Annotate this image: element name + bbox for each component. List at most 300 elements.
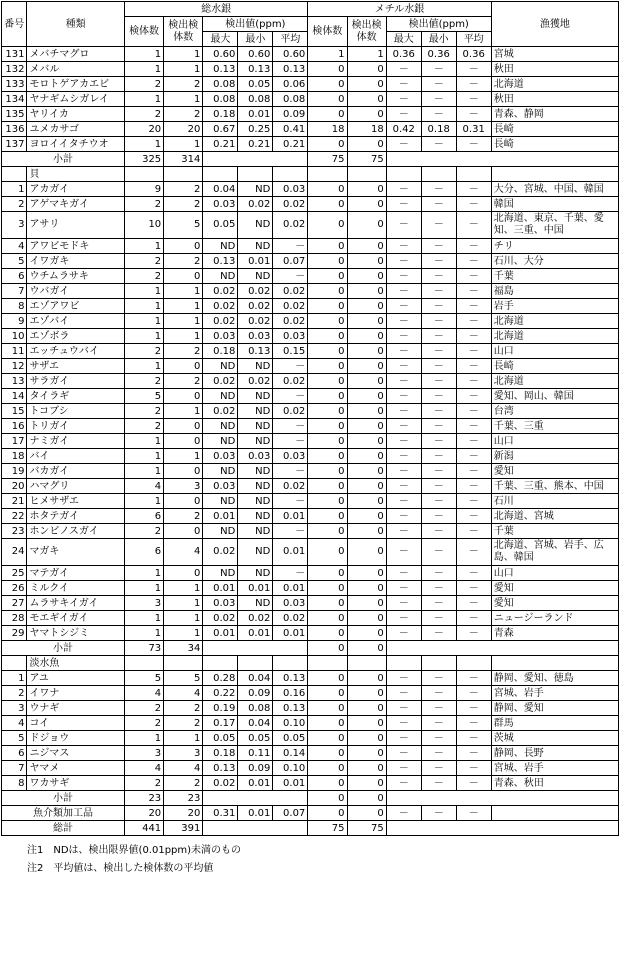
subtotal-detected: 34: [164, 641, 203, 656]
total-row: [2, 821, 619, 836]
table-cell: 0: [308, 524, 347, 539]
table-cell: －: [386, 449, 421, 464]
table-cell: －: [421, 212, 456, 239]
table-cell: －: [456, 284, 491, 299]
table-cell: 0.05: [203, 212, 238, 239]
section-blank-cell: [164, 167, 203, 182]
table-cell: 5: [164, 671, 203, 686]
table-cell: 1: [164, 731, 203, 746]
table-cell: 0.13: [238, 62, 273, 77]
table-cell: －: [456, 449, 491, 464]
table-cell: 3: [164, 746, 203, 761]
table-cell: 北海道、東京、千葉、愛知、三重、中国: [491, 212, 618, 239]
table-cell: ND: [203, 239, 238, 254]
table-cell: 0: [308, 671, 347, 686]
table-cell: －: [386, 524, 421, 539]
table-cell: 2: [124, 419, 163, 434]
table-cell: 18: [308, 122, 347, 137]
table-cell: 秋田: [491, 62, 618, 77]
table-cell: 0.04: [238, 671, 273, 686]
table-cell: 0: [347, 581, 386, 596]
table-cell: 0.03: [273, 329, 308, 344]
table-cell: －: [386, 107, 421, 122]
table-cell: －: [456, 539, 491, 566]
table-cell: 北海道: [491, 374, 618, 389]
table-cell: ND: [238, 494, 273, 509]
table-cell: 27: [2, 596, 27, 611]
table-cell: 1: [164, 611, 203, 626]
table-cell: －: [456, 212, 491, 239]
subtotal-row: [2, 791, 619, 806]
table-cell: ユメカサゴ: [27, 122, 125, 137]
table-cell: 0.22: [203, 686, 238, 701]
table-cell: ウチムラサキ: [27, 269, 125, 284]
table-cell: －: [456, 671, 491, 686]
table-cell: 0: [347, 359, 386, 374]
table-cell: 茨城: [491, 731, 618, 746]
table-cell: 愛知: [491, 581, 618, 596]
table-cell: －: [273, 524, 308, 539]
table-cell: 0: [347, 611, 386, 626]
subtotal-label: 小計: [2, 641, 125, 656]
table-cell: 0: [347, 62, 386, 77]
table-cell: －: [386, 374, 421, 389]
table-row: [2, 479, 619, 494]
table-cell: ND: [238, 389, 273, 404]
table-cell: 0.01: [273, 581, 308, 596]
header-methyl-hg: メチル水銀: [308, 2, 491, 17]
table-cell: ニジマス: [27, 746, 125, 761]
table-cell: 0: [308, 284, 347, 299]
table-cell: －: [386, 404, 421, 419]
total-samples: 441: [124, 821, 163, 836]
table-cell: バカガイ: [27, 464, 125, 479]
table-cell: 5: [2, 731, 27, 746]
table-cell: ND: [238, 239, 273, 254]
table-cell: －: [386, 314, 421, 329]
table-cell: 0.13: [203, 62, 238, 77]
table-cell: －: [456, 92, 491, 107]
table-cell: ND: [238, 419, 273, 434]
table-cell: 0: [308, 566, 347, 581]
table-cell: 1: [124, 239, 163, 254]
section-title: 貝: [27, 167, 125, 182]
section-blank-cell: [273, 167, 308, 182]
section-blank-cell: [238, 167, 273, 182]
table-cell: 2: [124, 344, 163, 359]
table-cell: ナミガイ: [27, 434, 125, 449]
table-cell: 0.21: [203, 137, 238, 152]
table-cell: 23: [2, 524, 27, 539]
table-cell: 1: [164, 62, 203, 77]
table-cell: －: [456, 746, 491, 761]
table-cell: －: [456, 716, 491, 731]
table-cell: 0.02: [273, 299, 308, 314]
table-cell: －: [386, 329, 421, 344]
table-cell: －: [456, 389, 491, 404]
table-cell: 1: [164, 626, 203, 641]
section-blank-cell: [203, 167, 238, 182]
table-cell: 0: [347, 344, 386, 359]
table-cell: －: [421, 509, 456, 524]
table-cell: －: [421, 479, 456, 494]
header-origin: 漁獲地: [491, 2, 618, 47]
table-cell: 北海道、宮城: [491, 509, 618, 524]
table-cell: －: [386, 359, 421, 374]
table-cell: －: [421, 731, 456, 746]
table-cell: 0.05: [203, 731, 238, 746]
table-cell: 0: [347, 566, 386, 581]
table-cell: －: [421, 524, 456, 539]
header-samples-methyl: 検体数: [308, 17, 347, 47]
table-cell: －: [421, 329, 456, 344]
section-blank-cell: [491, 167, 618, 182]
section-header-row: [2, 167, 619, 182]
table-cell: 0: [308, 62, 347, 77]
table-row: [2, 389, 619, 404]
table-cell: －: [421, 344, 456, 359]
table-cell: 北海道: [491, 314, 618, 329]
table-cell: イワガキ: [27, 254, 125, 269]
table-cell: 0.18: [203, 107, 238, 122]
table-cell: －: [421, 239, 456, 254]
table-cell: 0: [347, 626, 386, 641]
table-cell: 0: [308, 539, 347, 566]
table-cell: 愛知: [491, 464, 618, 479]
table-cell: －: [386, 182, 421, 197]
table-row: [2, 611, 619, 626]
table-cell: 0.02: [273, 479, 308, 494]
table-cell: 0: [308, 269, 347, 284]
table-cell: 24: [2, 539, 27, 566]
table-cell: 8: [2, 299, 27, 314]
table-cell: 20: [124, 806, 163, 821]
table-cell: 0.36: [456, 47, 491, 62]
table-row: [2, 671, 619, 686]
table-cell: 3: [2, 701, 27, 716]
table-cell: 千葉: [491, 269, 618, 284]
table-cell: －: [386, 419, 421, 434]
table-cell: 0: [308, 611, 347, 626]
processed-label: 魚介類加工品: [2, 806, 125, 821]
table-cell: －: [386, 596, 421, 611]
table-cell: 0: [347, 404, 386, 419]
table-cell: 0.08: [203, 92, 238, 107]
table-cell: －: [386, 464, 421, 479]
table-cell: 0.04: [203, 182, 238, 197]
table-cell: 7: [2, 284, 27, 299]
table-cell: 11: [2, 344, 27, 359]
table-cell: －: [456, 596, 491, 611]
table-cell: 1: [124, 47, 163, 62]
table-cell: －: [456, 611, 491, 626]
table-cell: ND: [238, 269, 273, 284]
table-cell: 1: [124, 329, 163, 344]
table-cell: 0: [347, 686, 386, 701]
table-cell: 0.03: [238, 449, 273, 464]
subtotal-samples-methyl: 75: [308, 152, 347, 167]
table-cell: 福島: [491, 284, 618, 299]
table-row: [2, 731, 619, 746]
total-label: 総計: [2, 821, 125, 836]
table-cell: 8: [2, 776, 27, 791]
table-cell: 0.13: [273, 671, 308, 686]
table-cell: －: [386, 671, 421, 686]
table-cell: 1: [164, 581, 203, 596]
table-cell: －: [386, 239, 421, 254]
table-row: [2, 566, 619, 581]
table-cell: －: [386, 509, 421, 524]
table-cell: ND: [203, 269, 238, 284]
table-cell: エゾアワビ: [27, 299, 125, 314]
table-cell: 0: [347, 731, 386, 746]
table-cell: 石川: [491, 494, 618, 509]
table-cell: 1: [124, 731, 163, 746]
table-cell: 2: [124, 269, 163, 284]
table-cell: ヤナギムシガレイ: [27, 92, 125, 107]
table-cell: 0: [347, 239, 386, 254]
table-cell: －: [421, 314, 456, 329]
table-cell: －: [421, 107, 456, 122]
table-cell: 長崎: [491, 137, 618, 152]
table-cell: ドジョウ: [27, 731, 125, 746]
section-blank-cell: [238, 656, 273, 671]
table-cell: 25: [2, 566, 27, 581]
table-cell: 韓国: [491, 197, 618, 212]
table-cell: ヤマメ: [27, 761, 125, 776]
table-cell: 0: [347, 449, 386, 464]
table-cell: 26: [2, 581, 27, 596]
table-row: [2, 212, 619, 239]
table-cell: 0.11: [238, 746, 273, 761]
table-cell: 0: [347, 509, 386, 524]
section-blank-cell: [456, 656, 491, 671]
table-cell: 0: [308, 239, 347, 254]
table-cell: －: [421, 419, 456, 434]
table-cell: －: [456, 404, 491, 419]
table-cell: －: [421, 494, 456, 509]
table-cell: 2: [124, 254, 163, 269]
table-cell: －: [421, 611, 456, 626]
table-cell: 2: [164, 77, 203, 92]
table-cell: 0.01: [203, 581, 238, 596]
table-cell: 0: [347, 716, 386, 731]
table-cell: 0.01: [238, 254, 273, 269]
table-cell: ウナギ: [27, 701, 125, 716]
table-cell: 1: [2, 671, 27, 686]
section-header-row: [2, 656, 619, 671]
table-cell: 宮城、岩手: [491, 761, 618, 776]
table-cell: 9: [124, 182, 163, 197]
table-cell: 0.08: [273, 92, 308, 107]
table-cell: 0.02: [203, 284, 238, 299]
table-cell: 0: [164, 524, 203, 539]
table-row: [2, 62, 619, 77]
table-cell: 22: [2, 509, 27, 524]
table-cell: 0.05: [238, 77, 273, 92]
table-cell: トリガイ: [27, 419, 125, 434]
table-cell: 0: [347, 314, 386, 329]
table-cell: －: [421, 434, 456, 449]
table-cell: 0: [308, 449, 347, 464]
table-cell: 2: [124, 716, 163, 731]
table-cell: 0.10: [273, 761, 308, 776]
table-cell: 0.02: [238, 314, 273, 329]
table-row: [2, 524, 619, 539]
table-cell: 0: [308, 761, 347, 776]
table-cell: －: [421, 596, 456, 611]
table-cell: －: [421, 761, 456, 776]
mercury-table: [1, 1, 619, 836]
table-cell: 4: [164, 539, 203, 566]
table-cell: コイ: [27, 716, 125, 731]
table-cell: 0: [347, 212, 386, 239]
table-cell: 0.03: [238, 329, 273, 344]
table-body: [2, 47, 619, 836]
table-row: [2, 197, 619, 212]
table-cell: 1: [124, 494, 163, 509]
table-cell: 7: [2, 761, 27, 776]
subtotal-samples: 325: [124, 152, 163, 167]
table-cell: －: [386, 212, 421, 239]
table-cell: 0: [308, 404, 347, 419]
table-cell: 0.09: [273, 107, 308, 122]
table-cell: 0: [308, 344, 347, 359]
section-blank-cell: [347, 167, 386, 182]
table-cell: －: [386, 77, 421, 92]
table-cell: 0.09: [238, 761, 273, 776]
table-cell: 0: [347, 464, 386, 479]
table-cell: 5: [164, 212, 203, 239]
table-cell: 0: [308, 212, 347, 239]
table-cell: 0.03: [203, 449, 238, 464]
table-cell: －: [273, 494, 308, 509]
table-cell: 2: [124, 776, 163, 791]
table-cell: 0: [347, 776, 386, 791]
table-cell: －: [386, 761, 421, 776]
table-cell: 0: [164, 464, 203, 479]
header-no: 番号: [2, 2, 27, 47]
table-cell: 0.36: [386, 47, 421, 62]
table-cell: 0: [347, 596, 386, 611]
table-cell: アワビモドキ: [27, 239, 125, 254]
table-cell: 0.10: [273, 716, 308, 731]
table-cell: －: [386, 344, 421, 359]
table-cell: －: [456, 701, 491, 716]
table-cell: ND: [238, 434, 273, 449]
total-detected: 391: [164, 821, 203, 836]
table-cell: 0: [347, 479, 386, 494]
table-cell: 5: [124, 389, 163, 404]
table-cell: 28: [2, 611, 27, 626]
section-blank-cell: [2, 167, 27, 182]
table-cell: 0.02: [273, 611, 308, 626]
table-cell: －: [386, 806, 421, 821]
table-cell: モロトゲアカエビ: [27, 77, 125, 92]
table-cell: －: [386, 92, 421, 107]
table-cell: 北海道: [491, 329, 618, 344]
section-blank-cell: [347, 656, 386, 671]
table-cell: 長崎: [491, 122, 618, 137]
table-cell: －: [421, 701, 456, 716]
header-samples: 検体数: [124, 17, 163, 47]
table-cell: 4: [2, 716, 27, 731]
table-cell: 0: [308, 77, 347, 92]
table-cell: －: [386, 62, 421, 77]
table-cell: －: [456, 509, 491, 524]
section-blank-cell: [124, 656, 163, 671]
table-cell: 3: [124, 746, 163, 761]
table-row: [2, 581, 619, 596]
table-cell: 137: [2, 137, 27, 152]
total-samples-methyl: 75: [308, 821, 347, 836]
table-cell: 青森、秋田: [491, 776, 618, 791]
table-cell: －: [273, 269, 308, 284]
table-cell: －: [456, 731, 491, 746]
table-cell: 0.17: [203, 716, 238, 731]
table-cell: 0.36: [421, 47, 456, 62]
table-cell: 0.13: [203, 254, 238, 269]
table-row: [2, 137, 619, 152]
table-row: [2, 539, 619, 566]
table-cell: 静岡、愛知: [491, 701, 618, 716]
table-cell: ND: [238, 566, 273, 581]
table-cell: 0.18: [421, 122, 456, 137]
table-cell: マテガイ: [27, 566, 125, 581]
section-title: 淡水魚: [27, 656, 125, 671]
table-cell: －: [421, 686, 456, 701]
table-cell: －: [456, 344, 491, 359]
subtotal-detected-methyl: 0: [347, 791, 386, 806]
table-cell: －: [456, 197, 491, 212]
table-cell: 1: [164, 299, 203, 314]
table-cell: －: [386, 254, 421, 269]
table-cell: ヤリイカ: [27, 107, 125, 122]
table-cell: 1: [124, 92, 163, 107]
header-min: 最小: [238, 32, 273, 47]
subtotal-detected: 314: [164, 152, 203, 167]
table-cell: 0.67: [203, 122, 238, 137]
table-row: [2, 626, 619, 641]
table-row: [2, 47, 619, 62]
table-row: [2, 284, 619, 299]
table-cell: －: [273, 239, 308, 254]
table-cell: ND: [203, 464, 238, 479]
table-cell: －: [386, 197, 421, 212]
table-row: [2, 746, 619, 761]
table-cell: －: [456, 419, 491, 434]
table-cell: 134: [2, 92, 27, 107]
table-cell: 0.16: [273, 686, 308, 701]
table-cell: 0: [164, 434, 203, 449]
table-cell: 1: [164, 449, 203, 464]
table-cell: 0.02: [203, 374, 238, 389]
table-cell: 山口: [491, 566, 618, 581]
table-cell: 0.03: [203, 197, 238, 212]
table-cell: 2: [164, 197, 203, 212]
table-cell: 5: [124, 671, 163, 686]
table-cell: 1: [164, 314, 203, 329]
table-cell: アサリ: [27, 212, 125, 239]
table-cell: 2: [164, 701, 203, 716]
table-cell: 0.03: [203, 479, 238, 494]
table-cell: 0.42: [386, 122, 421, 137]
header-detected: 検出検体数: [164, 17, 203, 47]
table-cell: －: [456, 374, 491, 389]
section-blank-cell: [273, 656, 308, 671]
table-cell: 0.02: [203, 611, 238, 626]
table-cell: 愛知: [491, 596, 618, 611]
